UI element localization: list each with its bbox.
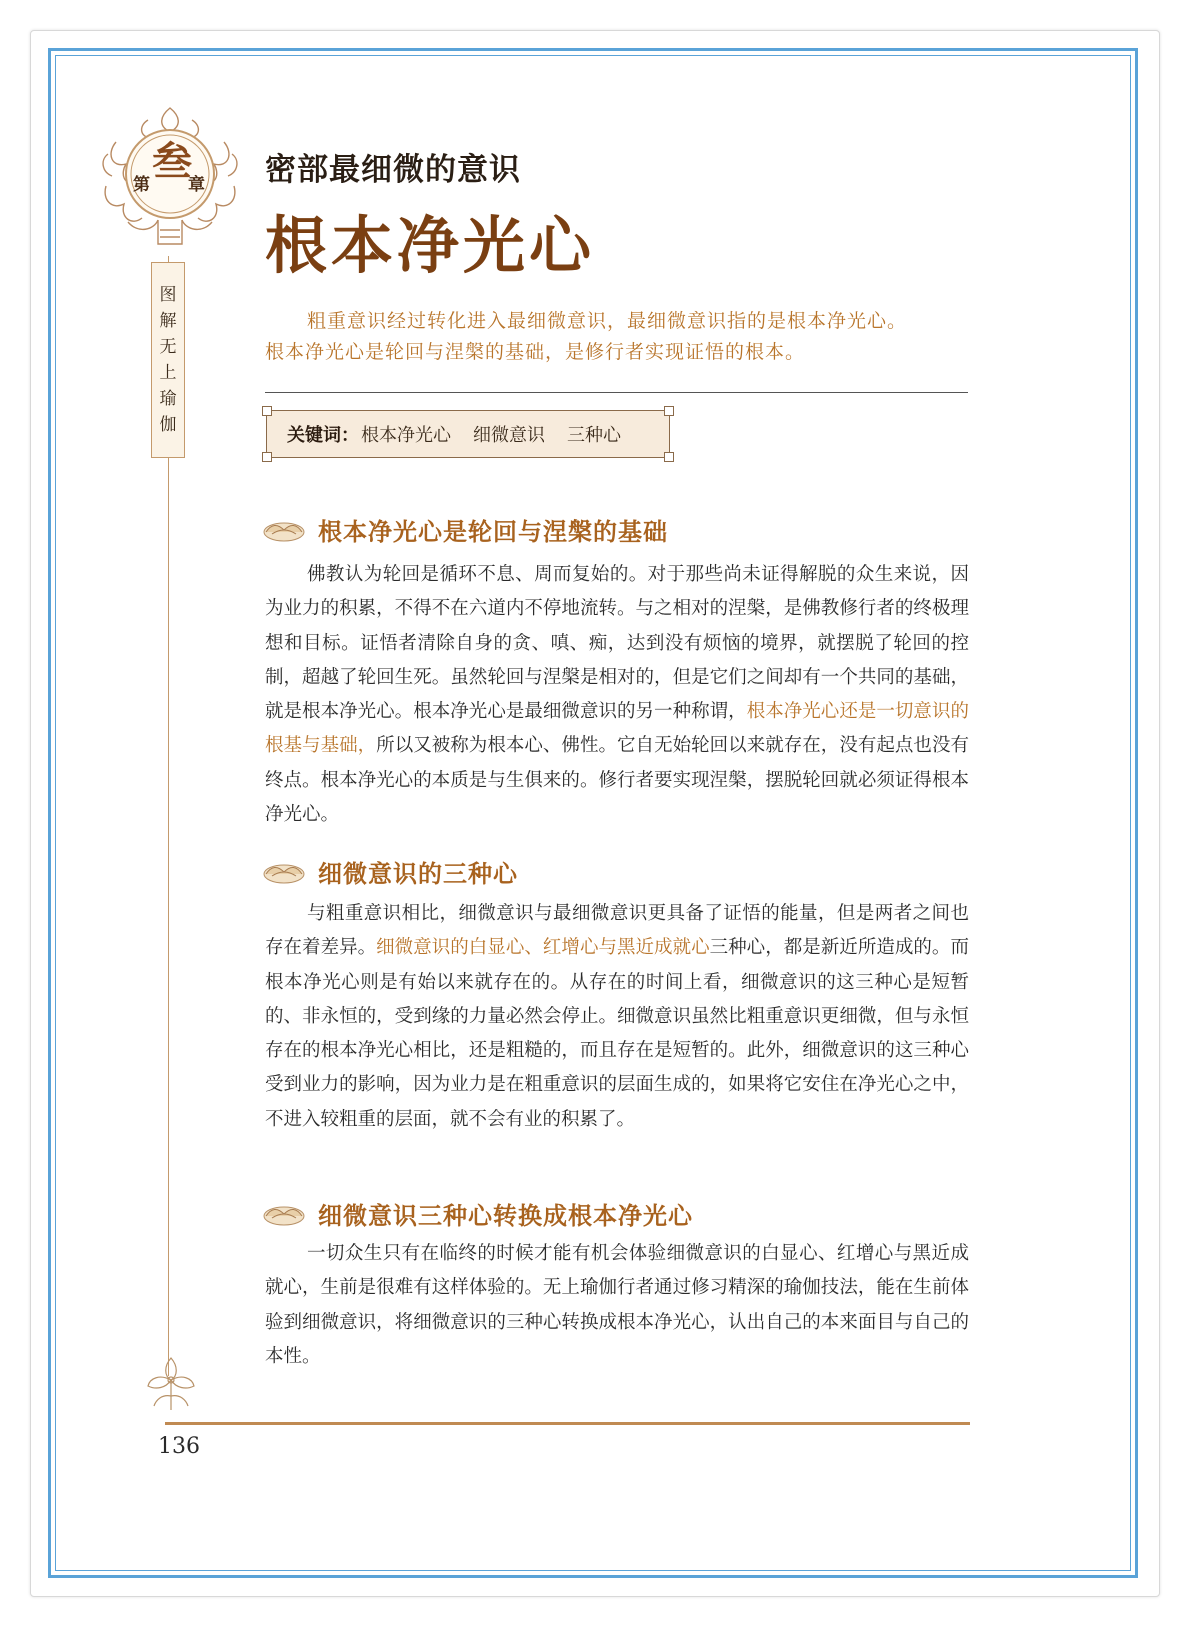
intro-divider	[265, 392, 968, 393]
box-corner	[664, 406, 674, 416]
section-heading-2	[262, 854, 518, 889]
body-text: 一切众生只有在临终的时候才能有机会体验细微意识的白显心、红增心与黑近成就心，生前是很难有这样体验的。无上瑜伽行者通过修习精深的瑜伽技法，能在生前体验到细微意识，将细微意识的三种心转换成根本净光心，认出自己的本来面目与自己的本性。	[265, 1243, 969, 1367]
keyword-box	[266, 410, 670, 458]
book-series-tab	[151, 262, 185, 458]
series-char: 瑜	[159, 389, 177, 409]
page-number: 136	[158, 1434, 200, 1459]
footer-rule	[165, 1422, 970, 1425]
section-heading-text: 细微意识的三种心	[318, 860, 518, 888]
lotus-icon	[262, 516, 306, 544]
keyword-label: 关键词：	[287, 425, 359, 446]
series-char: 伽	[159, 415, 177, 435]
intro-line: 根本净光心是轮回与涅槃的基础，是修行者实现证悟的根本。	[265, 341, 806, 363]
chapter-prefix: 第	[133, 175, 150, 195]
highlighted-text: 根本净光心还是一切意识的根基与基础，	[265, 701, 969, 757]
box-corner	[262, 452, 272, 462]
lotus-icon	[262, 1200, 306, 1228]
chapter-title: 根本净光心	[265, 209, 596, 282]
body-text: 佛教认为轮回是循环不息、周而复始的。对于那些尚未证得解脱的众生来说，因为业力的积累，不得不在六道内不停地流转。与之相对的涅槃，是佛教修行者的终极理想和目标。证悟者清除自身的贪、嗔、痴，达到没有烦恼的境界，就摆脱了轮回的控制，超越了轮回生死。虽然轮回与涅槃是相对的，但是它们之间却有一个共同的基础，就是根本净光心。根本净光心是最细微意识的另一种称谓，	[265, 564, 969, 723]
chapter-label	[128, 138, 218, 198]
box-corner	[262, 406, 272, 416]
section-heading-text: 细微意识三种心转换成根本净光心	[318, 1202, 693, 1230]
flower-ornament-icon	[138, 1352, 204, 1416]
intro-line: 粗重意识经过转化进入最细微意识，最细微意识指的是根本净光心。	[307, 310, 908, 332]
intro-summary	[265, 306, 970, 368]
section-body-2	[265, 897, 969, 1137]
body-text: 三种心，都是新近所造成的。而根本净光心则是有始以来就存在的。从存在的时间上看，细微意识的这三种心是短暂的、非永恒的，受到缘的力量必然会停止。细微意识虽然比粗重意识更细微，但与永恒存在的根本净光心相比，还是粗糙的，而且存在是短暂的。此外，细微意识的这三种心受到业力的影响，因为业力是在粗重意识的层面生成的，如果将它安住在净光心之中，不进入较粗重的层面，就不会有业的积累了。	[265, 937, 969, 1130]
section-heading-3	[262, 1196, 693, 1231]
chapter-suffix: 章	[188, 175, 205, 195]
body-text: 与粗重意识相比，细微意识与最细微意识更具备了证悟的能量，但是两者之间也存在着差异。	[265, 903, 969, 959]
body-text: 所以又被称为根本心、佛性。它自无始轮回以来就存在，没有起点也没有终点。根本净光心的本质是与生俱来的。修行者要实现涅槃，摆脱轮回就必须证得根本净光心。	[265, 735, 969, 826]
lotus-icon	[262, 858, 306, 886]
box-corner	[664, 452, 674, 462]
chapter-subtitle: 密部最细微的意识	[265, 152, 521, 188]
chapter-number: 叁	[152, 138, 192, 185]
keyword-term: 三种心	[567, 425, 621, 446]
series-char: 上	[159, 363, 177, 383]
keyword-term: 根本净光心	[361, 425, 451, 446]
series-char: 无	[159, 337, 177, 357]
section-body-1	[265, 558, 969, 832]
highlighted-text: 细微意识的白显心、红增心与黑近成就心	[376, 937, 710, 959]
section-heading-text: 根本净光心是轮回与涅槃的基础	[318, 518, 668, 546]
section-heading-1	[262, 512, 668, 547]
section-body-3	[265, 1237, 969, 1374]
keyword-term: 细微意识	[473, 425, 545, 446]
series-char: 图	[159, 285, 177, 305]
series-char: 解	[159, 311, 177, 331]
